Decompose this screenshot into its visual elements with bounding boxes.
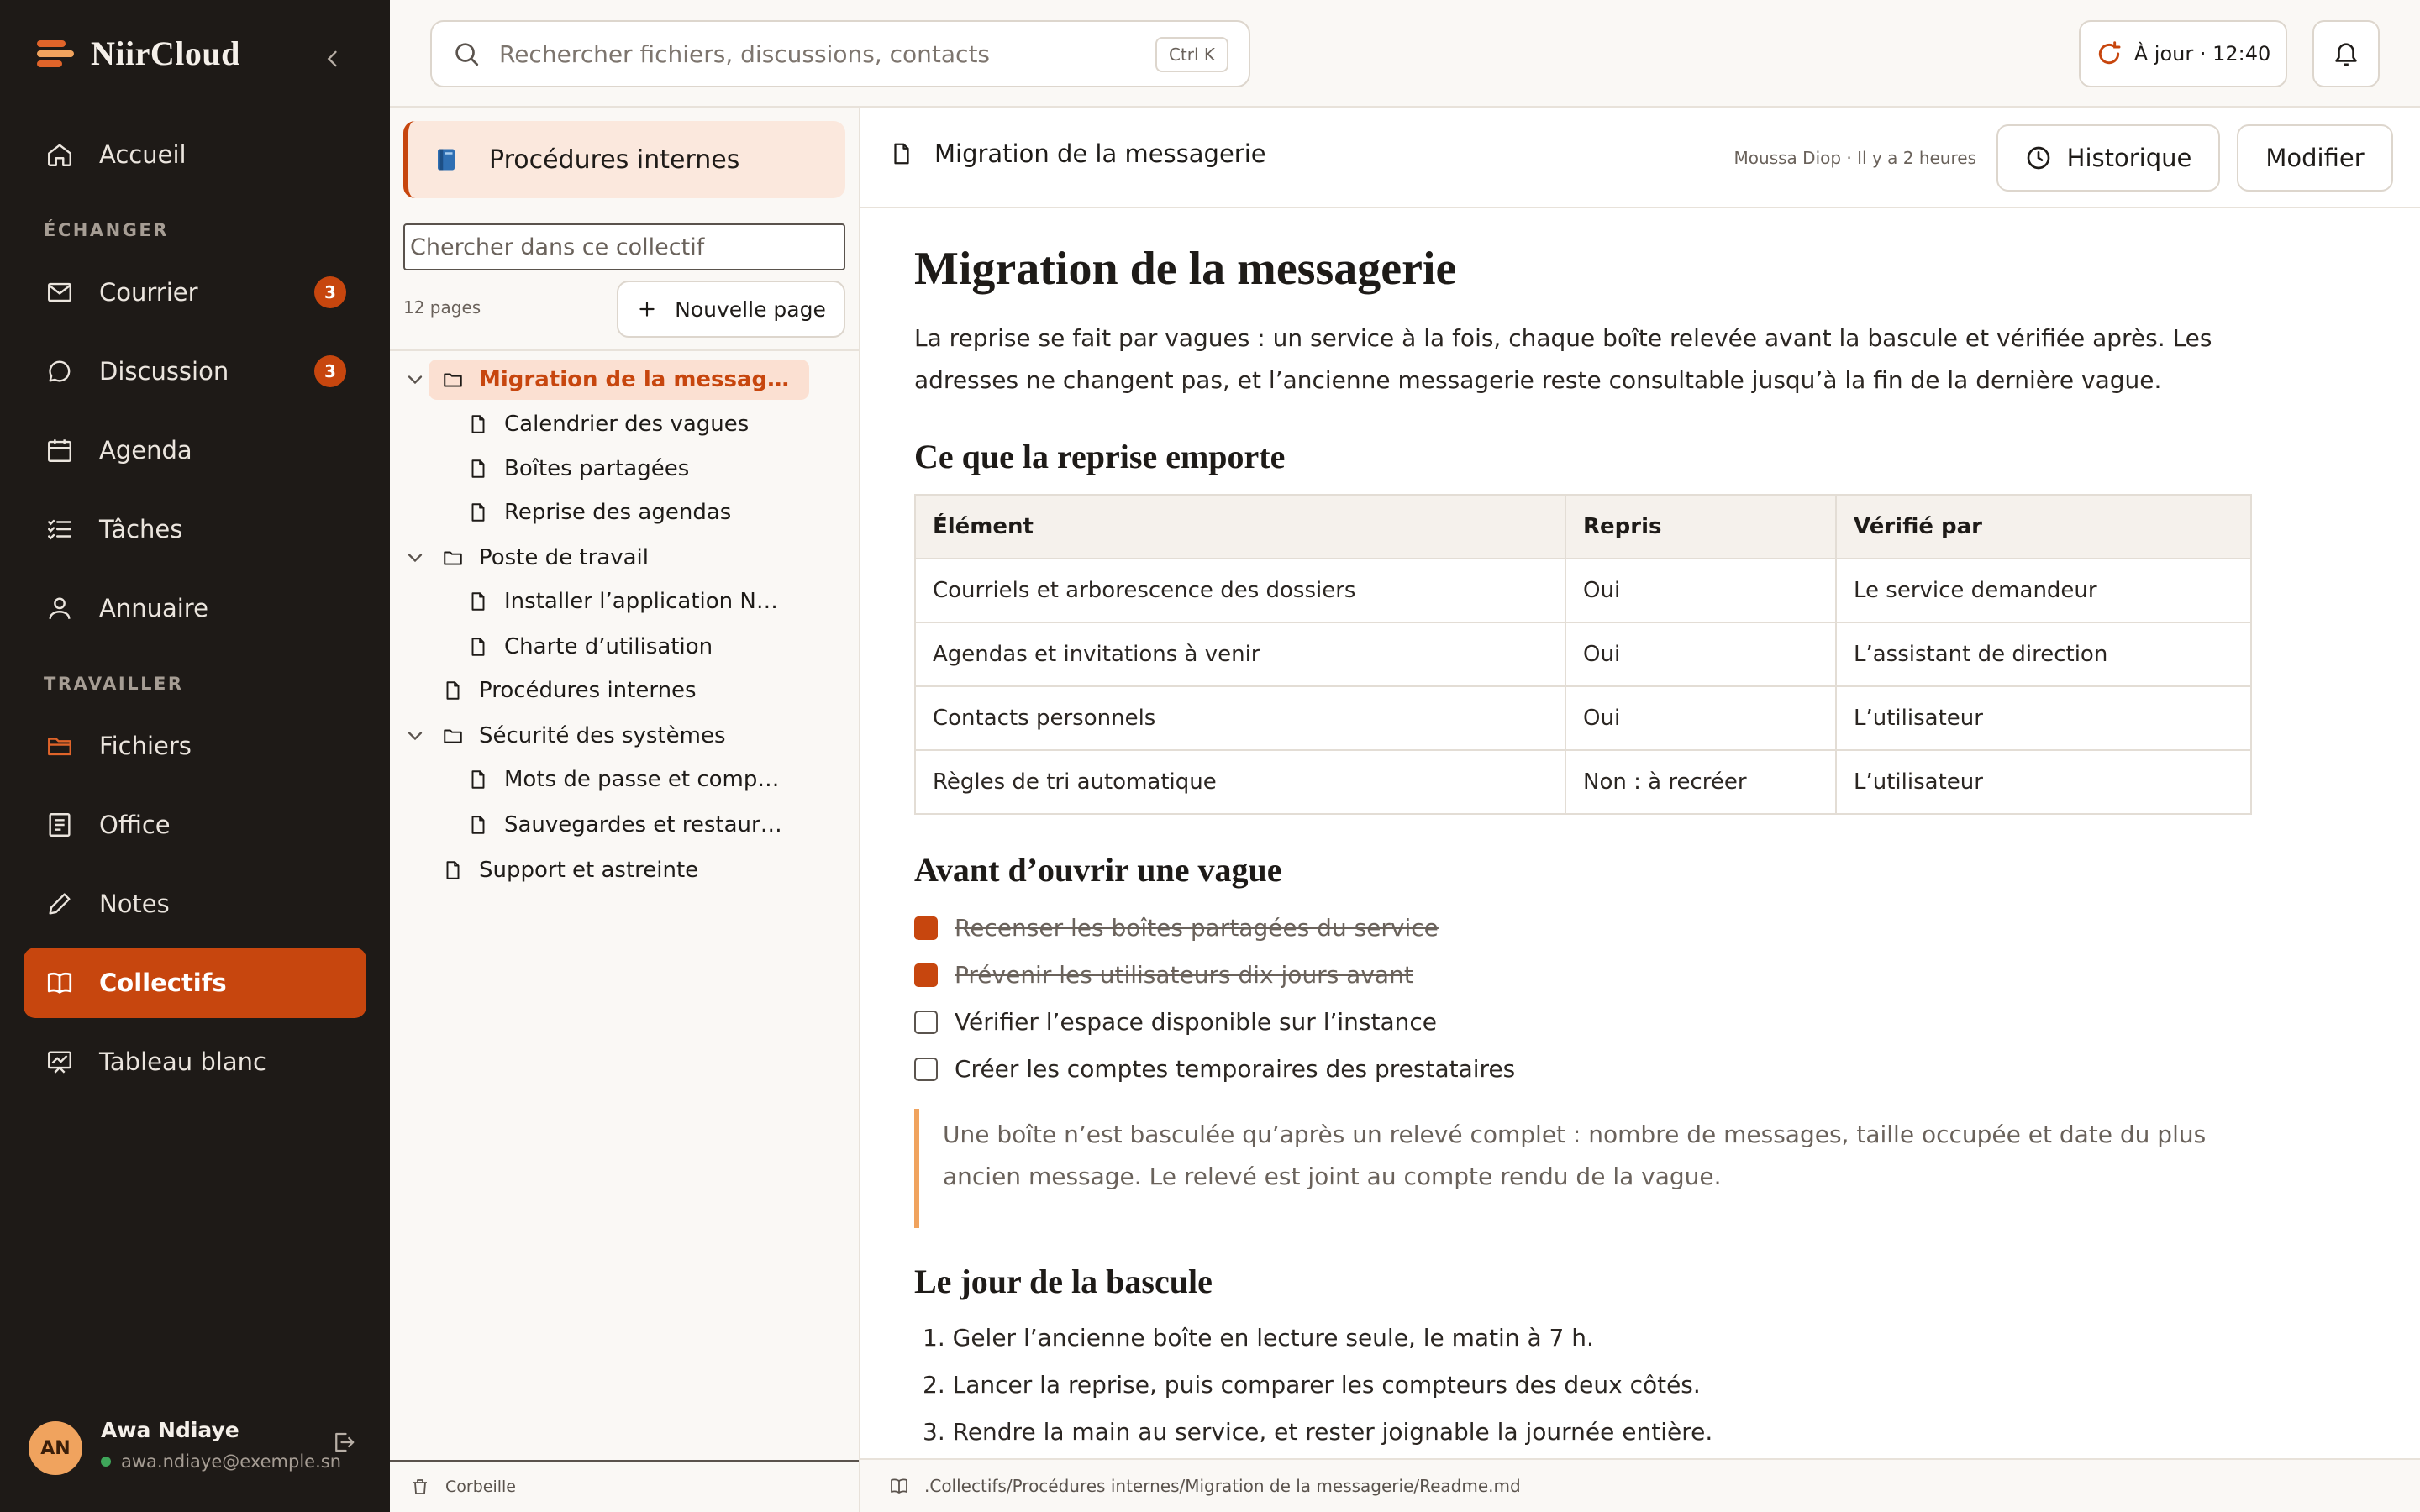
nav-label: Courrier	[99, 278, 198, 307]
table-row	[915, 750, 2251, 814]
calendar-icon	[45, 436, 74, 465]
nav-item-collectifs[interactable]	[24, 948, 366, 1018]
chat-icon	[45, 357, 74, 386]
nav-item-taches[interactable]	[24, 494, 366, 564]
table-header-row	[915, 495, 2251, 559]
brand[interactable]	[37, 34, 240, 73]
quote-line: ancien message. Le relevé est joint au compte rendu de la vague.	[943, 1163, 1722, 1190]
page-icon	[889, 141, 914, 166]
refresh-icon	[2096, 40, 2123, 67]
table-cell: L’utilisateur	[1836, 750, 2251, 814]
folder-icon	[442, 547, 464, 569]
page-icon	[467, 458, 489, 480]
intro-line: La reprise se fait par vagues : un service à la fois, chaque boîte relevée avant la bascule et vérifiée après. Les	[914, 324, 2212, 352]
checkbox[interactable]	[914, 1058, 938, 1081]
checklist-label: Créer les comptes temporaires des prestataires	[955, 1055, 1516, 1083]
checkbox[interactable]	[914, 1011, 938, 1034]
tree-item-label: Sauvegardes et restaur…	[504, 812, 782, 837]
table-header-cell: Vérifié par	[1836, 495, 2251, 559]
brand-logo-icon	[37, 40, 74, 67]
document-header-title-text: Migration de la messagerie	[934, 139, 1266, 168]
plus-icon	[636, 298, 658, 320]
page-count: 12 pages	[403, 297, 481, 318]
clock-icon	[2025, 144, 2052, 171]
nav-item-tableau-blanc[interactable]	[24, 1026, 366, 1097]
nav-item-courrier[interactable]	[24, 257, 366, 328]
user-profile[interactable]	[29, 1418, 365, 1477]
page-icon	[467, 636, 489, 658]
history-button[interactable]	[1996, 124, 2220, 192]
checklist-label: Recenser les boîtes partagées du service	[955, 914, 1439, 942]
table-cell: Le service demandeur	[1836, 559, 2251, 622]
tree-item-label: Migration de la messag…	[479, 367, 790, 392]
section-title: Avant d’ouvrir une vague	[914, 851, 1282, 889]
nav-label: Agenda	[99, 436, 192, 465]
trash-icon	[410, 1477, 430, 1497]
collective-name: Procédures internes	[489, 144, 740, 175]
table-row	[915, 622, 2251, 686]
nav-item-notes[interactable]	[24, 869, 366, 939]
tree-item-sauvegardes[interactable]	[467, 805, 782, 845]
whiteboard-icon	[45, 1047, 74, 1076]
online-status-dot	[101, 1457, 111, 1467]
table-row	[915, 559, 2251, 622]
section-title: Ce que la reprise emporte	[914, 438, 1286, 475]
table-cell: Règles de tri automatique	[915, 750, 1565, 814]
document-header-title	[889, 139, 1266, 168]
book-icon	[889, 1476, 909, 1496]
page-icon	[442, 859, 464, 881]
nav-label: Tâches	[99, 515, 183, 543]
blue-book-icon	[434, 147, 459, 172]
nav-item-agenda[interactable]	[24, 415, 366, 486]
document-icon	[45, 811, 74, 839]
tree-item-label: Support et astreinte	[479, 858, 699, 883]
nav-label: Collectifs	[99, 969, 227, 997]
file-path-bar	[860, 1458, 2420, 1512]
tree-item-calendrier[interactable]	[467, 404, 749, 444]
folder-icon	[442, 725, 464, 747]
new-page-button[interactable]	[617, 281, 845, 338]
sync-status-text: À jour · 12:40	[2133, 42, 2271, 66]
document-header	[860, 108, 2420, 208]
sidebar	[0, 0, 390, 1512]
page-icon	[467, 413, 489, 435]
table-cell: Non : à recréer	[1565, 750, 1836, 814]
table-header-cell: Repris	[1565, 495, 1836, 559]
checklist-item[interactable]	[914, 1008, 1437, 1036]
step-item: 1. Geler l’ancienne boîte en lecture seule, le matin à 7 h.	[923, 1324, 1594, 1352]
tree-item-poste-travail[interactable]	[390, 538, 844, 578]
nav-item-annuaire[interactable]	[24, 573, 366, 643]
checklist-item[interactable]	[914, 1055, 1515, 1083]
tasks-icon	[45, 515, 74, 543]
unread-badge: 3	[314, 355, 346, 387]
step-item: 3. Rendre la main au service, et rester joignable la journée entière.	[923, 1418, 1713, 1446]
collapse-sidebar-button[interactable]	[318, 44, 348, 74]
nav-item-accueil[interactable]	[24, 119, 366, 190]
tree-item-mots-de-passe[interactable]	[467, 759, 779, 800]
search-icon	[452, 39, 481, 68]
history-label: Historique	[2066, 144, 2192, 172]
table-cell: Agendas et invitations à venir	[915, 622, 1565, 686]
bell-icon	[2332, 39, 2360, 68]
page-icon	[467, 501, 489, 523]
page-icon	[467, 814, 489, 836]
checkbox-checked[interactable]	[914, 916, 938, 940]
trash-link[interactable]	[390, 1460, 859, 1512]
nav-label: Tableau blanc	[99, 1047, 266, 1076]
logout-icon	[331, 1430, 356, 1455]
nav-section-echanger: ÉCHANGER	[44, 220, 169, 240]
tree-item-content	[442, 716, 726, 756]
checklist-item[interactable]	[914, 914, 1439, 942]
tree-item-migration[interactable]	[390, 360, 790, 400]
nav-label: Discussion	[99, 357, 229, 386]
edit-button[interactable]: Modifier	[2237, 124, 2393, 192]
global-search[interactable]	[430, 20, 1250, 87]
home-icon	[45, 140, 74, 169]
table-cell: Oui	[1565, 622, 1836, 686]
top-bar	[390, 0, 2420, 108]
user-name: Awa Ndiaye	[101, 1418, 239, 1442]
notifications-button[interactable]	[2312, 20, 2380, 87]
collective-tree-panel	[390, 108, 860, 1512]
page-icon	[442, 680, 464, 701]
user-icon	[45, 594, 74, 622]
checkbox-checked[interactable]	[914, 963, 938, 987]
table-row	[915, 686, 2251, 750]
nav-item-office[interactable]	[24, 790, 366, 860]
tree-item-label: Poste de travail	[479, 545, 650, 570]
step-item: 2. Lancer la reprise, puis comparer les compteurs des deux côtés.	[923, 1371, 1701, 1399]
section-title: Le jour de la bascule	[914, 1263, 1213, 1300]
tree-item-installer[interactable]	[467, 581, 778, 622]
nav-label: Annuaire	[99, 594, 208, 622]
tree-item-boites[interactable]	[467, 449, 689, 489]
chevron-down-icon	[403, 724, 427, 748]
tree-item-label: Mots de passe et comp…	[504, 767, 780, 792]
page-icon	[467, 769, 489, 790]
book-icon	[45, 969, 74, 997]
intro-line: adresses ne changent pas, et l’ancienne messagerie reste consultable jusqu’à la fin de la dernière vague.	[914, 366, 2162, 394]
nav-section-travailler: TRAVAILLER	[44, 674, 184, 694]
tree-item-reprise-agendas[interactable]	[467, 492, 731, 533]
collective-header[interactable]	[403, 121, 845, 198]
nav-label: Fichiers	[99, 732, 192, 760]
user-email	[101, 1452, 345, 1472]
document-intro	[914, 318, 2275, 402]
checklist-label: Prévenir les utilisateurs dix jours avant	[955, 961, 1413, 989]
page-icon	[467, 591, 489, 612]
nav-item-fichiers[interactable]	[24, 711, 366, 781]
new-page-label: Nouvelle page	[675, 297, 826, 322]
table-cell: Courriels et arborescence des dossiers	[915, 559, 1565, 622]
nav-label: Office	[99, 811, 171, 839]
tree-item-active-label	[429, 360, 809, 400]
chevron-down-icon	[403, 368, 427, 391]
tree-item-charte[interactable]	[467, 627, 713, 667]
nav-label: Accueil	[99, 140, 187, 169]
table-cell: L’utilisateur	[1836, 686, 2251, 750]
nav-item-discussion[interactable]	[24, 336, 366, 407]
tree-item-label: Boîtes partagées	[504, 456, 690, 481]
folder-icon	[442, 369, 464, 391]
checklist-item[interactable]	[914, 961, 1413, 989]
table-cell: Contacts personnels	[915, 686, 1565, 750]
tree-item-label: Reprise des agendas	[504, 500, 732, 525]
document-view	[860, 108, 2420, 1512]
search-shortcut: Ctrl K	[1155, 37, 1228, 72]
recovery-table	[914, 494, 2252, 815]
nav-label: Notes	[99, 890, 170, 918]
note-quote	[914, 1109, 2225, 1228]
tree-item-support[interactable]	[442, 850, 698, 890]
table-cell: L’assistant de direction	[1836, 622, 2251, 686]
tree-item-label: Calendrier des vagues	[504, 412, 750, 437]
tree-item-label: Procédures internes	[479, 678, 697, 703]
mail-icon	[45, 278, 74, 307]
tree-item-securite[interactable]	[390, 716, 844, 756]
tree-item-label: Installer l’application N…	[504, 589, 778, 614]
brand-name: NiirCloud	[91, 34, 240, 72]
checklist-label: Vérifier l’espace disponible sur l’instance	[955, 1008, 1438, 1036]
trash-label: Corbeille	[445, 1478, 516, 1496]
tree-item-content	[442, 538, 649, 578]
divider	[390, 349, 859, 351]
document-title: Migration de la messagerie	[914, 243, 1457, 295]
table-cell: Oui	[1565, 686, 1836, 750]
unread-badge: 3	[314, 276, 346, 308]
steps-list	[923, 1324, 1712, 1465]
tree-item-label: Charte d’utilisation	[504, 634, 713, 659]
folder-icon	[45, 732, 74, 760]
user-email-text: awa.ndiaye@exemple.sn	[121, 1452, 341, 1472]
quote-line: Une boîte n’est basculée qu’après un relevé complet : nombre de messages, taille occupée et date du plus	[943, 1121, 2207, 1148]
chevron-left-icon	[321, 47, 345, 71]
table-header-cell: Élément	[915, 495, 1565, 559]
tree-item-procedures[interactable]	[442, 670, 697, 711]
file-path: .Collectifs/Procédures internes/Migration de la messagerie/Readme.md	[924, 1476, 1521, 1496]
sync-status-button[interactable]	[2079, 20, 2287, 87]
chevron-down-icon	[403, 546, 427, 570]
avatar: AN	[29, 1421, 82, 1475]
logout-button[interactable]	[331, 1430, 365, 1463]
search-input[interactable]	[499, 40, 1155, 68]
table-cell: Oui	[1565, 559, 1836, 622]
tree-item-label: Sécurité des systèmes	[479, 723, 726, 748]
pencil-icon	[45, 890, 74, 918]
document-meta: Moussa Diop · Il y a 2 heures	[1733, 148, 1976, 168]
collective-search-input[interactable]	[403, 223, 845, 270]
